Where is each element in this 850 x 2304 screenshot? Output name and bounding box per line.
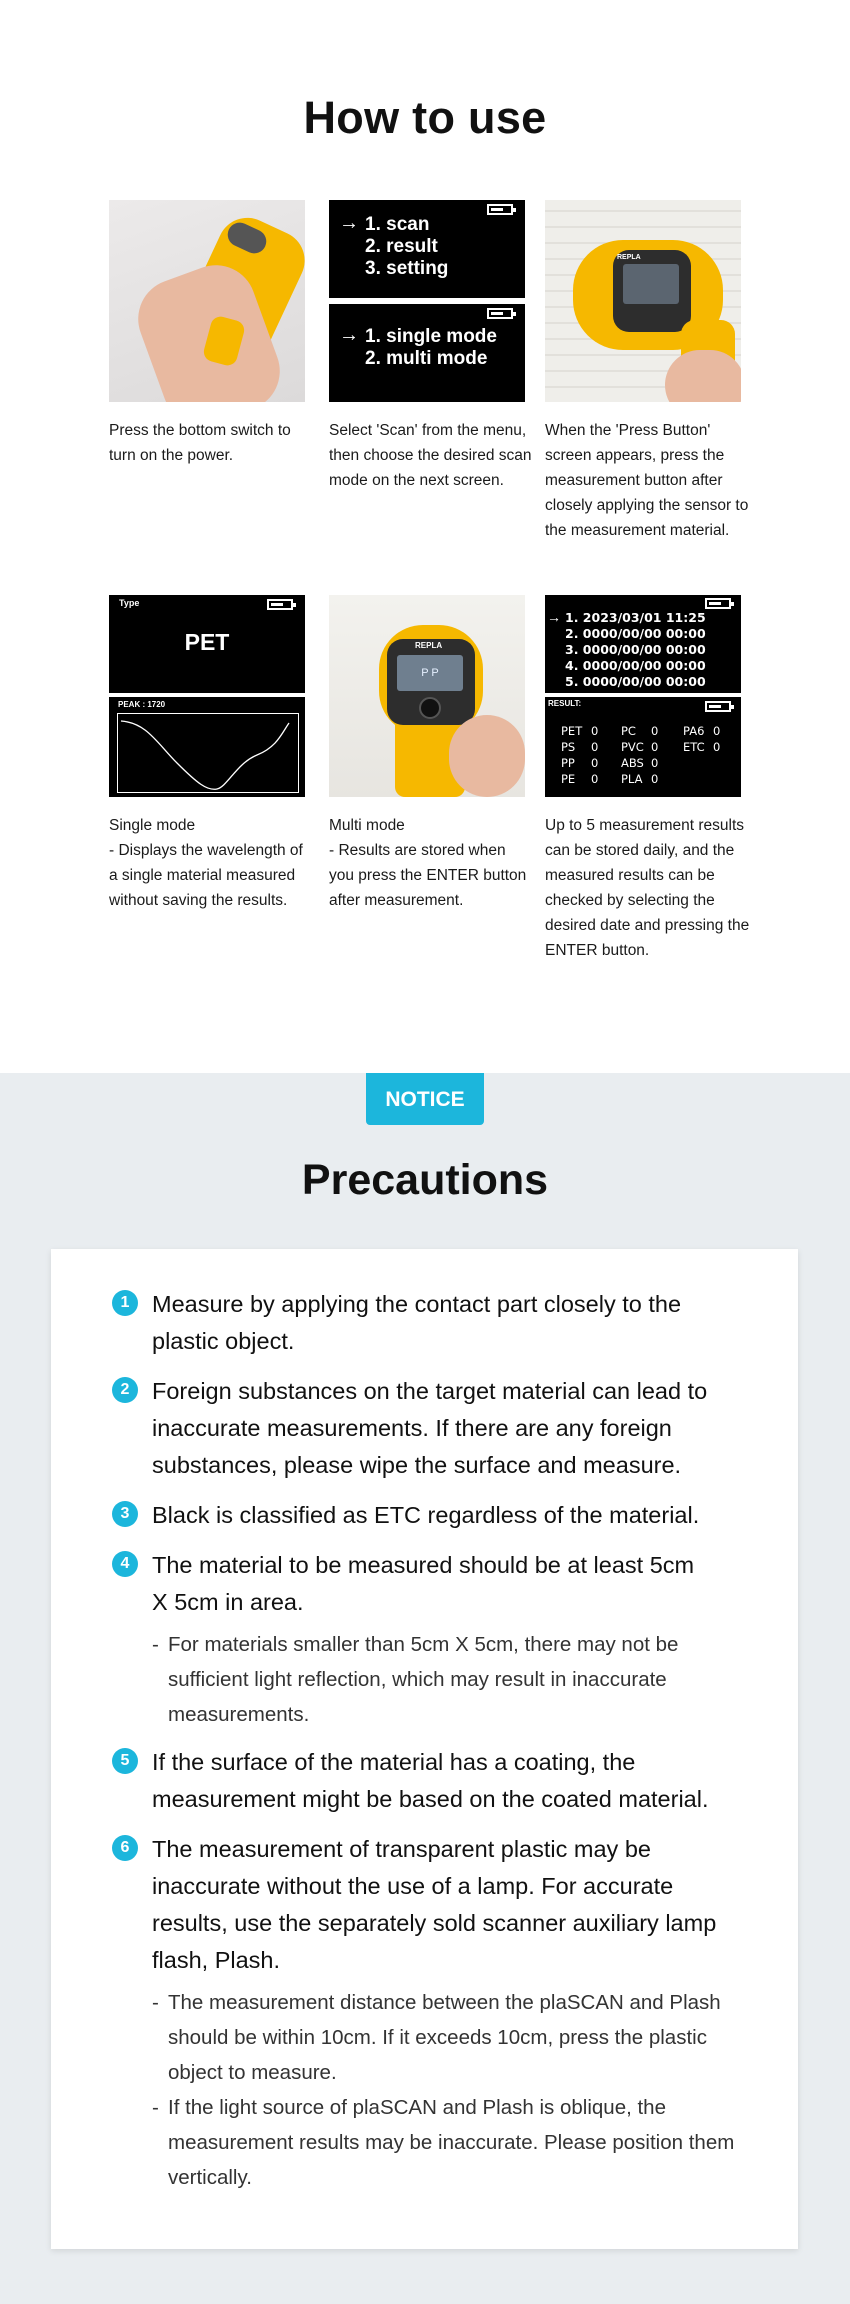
menu-item-scan: 1. scan: [365, 214, 430, 235]
result-row: [683, 739, 720, 755]
step-2-text: Select 'Scan' from the menu, then choose the desired scan mode on the next screen.: [329, 422, 532, 489]
result-row: [621, 723, 658, 739]
step-6: [545, 595, 750, 963]
result-row: [561, 739, 598, 755]
menu-item-result: 2. result: [365, 236, 438, 257]
result-row: [561, 723, 598, 739]
how-to-use-section: [0, 0, 850, 1073]
precaution-item-5: [112, 1744, 742, 1818]
wavelength-graph: [117, 713, 299, 793]
battery-icon: [487, 204, 513, 215]
material-name: ABS: [621, 756, 644, 770]
precaution-item-1: [112, 1286, 742, 1360]
type-label: Type: [119, 598, 140, 608]
device-brand: REPLA: [415, 641, 443, 650]
material-name: ETC: [683, 740, 705, 754]
result-screen: [545, 697, 741, 797]
notice-badge: NOTICE: [366, 1073, 484, 1125]
material-count: 0: [591, 724, 599, 738]
step-1: [109, 200, 309, 468]
step-3: [545, 200, 749, 543]
result-row: [621, 739, 658, 755]
date-item: 5. 0000/00/00 00:00: [565, 674, 706, 689]
material-count: 0: [591, 772, 599, 786]
material-count: 0: [713, 740, 721, 754]
battery-icon: [705, 701, 731, 712]
material-count: 0: [651, 724, 659, 738]
precaution-subnote: - The measurement distance between the plaSCAN and Plash should be within 10cm. If it exceeds 10cm, press the plastic object to measure.: [152, 1985, 742, 2090]
result-column-1: [561, 723, 598, 787]
precaution-text: The measurement of transparent plastic may be inaccurate without the use of a lamp. For accurate results, use the separately sold scanner auxiliary lamp flash, Plash.: [152, 1836, 717, 1973]
step-4: [109, 595, 309, 913]
arrow-icon: →: [339, 324, 359, 346]
step-5-text: Multi mode - Results are stored when you press the ENTER button after measurement.: [329, 817, 527, 909]
number-badge: 4: [112, 1551, 138, 1577]
menu-item-multi-mode: 2. multi mode: [365, 348, 488, 369]
result-row: [683, 723, 720, 739]
scan-mode-screen: [329, 304, 525, 402]
step-2: [329, 200, 532, 493]
precaution-item-4: [112, 1547, 742, 1732]
wavelength-screen: [109, 697, 305, 797]
material-label: PET: [184, 629, 230, 655]
result-column-2: [621, 723, 658, 787]
number-badge: 2: [112, 1377, 138, 1403]
date-item: 3. 0000/00/00 00:00: [565, 642, 706, 657]
precautions-title: Precautions: [301, 1156, 549, 1204]
date-item: 1. 2023/03/01 11:25: [565, 610, 706, 625]
number-badge: 5: [112, 1748, 138, 1774]
material-count: 0: [591, 740, 599, 754]
battery-icon: [705, 598, 731, 609]
material-count: 0: [651, 740, 659, 754]
material-name: PET: [561, 724, 583, 738]
device-screen: P P: [397, 655, 463, 691]
precaution-subnote: - If the light source of plaSCAN and Plash is oblique, the measurement results may be inaccurate. Please position them vertically.: [152, 2090, 742, 2195]
arrow-icon: →: [547, 609, 561, 625]
material-count: 0: [651, 772, 659, 786]
precaution-text: Foreign substances on the target material can lead to inaccurate measurements. If there are any foreign substances, please wipe the surface and measure.: [152, 1378, 708, 1478]
number-badge: 6: [112, 1835, 138, 1861]
material-name: PLA: [621, 772, 643, 786]
step-4-screens: [109, 595, 305, 797]
material-name: PP: [561, 756, 575, 770]
precaution-text: Black is classified as ETC regardless of the material.: [152, 1502, 700, 1528]
precaution-text: If the surface of the material has a coating, the measurement might be based on the coated material.: [152, 1749, 709, 1812]
precaution-item-2: [112, 1373, 742, 1484]
date-item: 4. 0000/00/00 00:00: [565, 658, 706, 673]
material-name: PC: [621, 724, 636, 738]
menu-item-setting: 3. setting: [365, 258, 449, 279]
precautions-section: [0, 1073, 850, 2304]
date-item: 2. 0000/00/00 00:00: [565, 626, 706, 641]
material-count: 0: [713, 724, 721, 738]
battery-icon: [487, 308, 513, 319]
how-to-use-title: How to use: [303, 92, 547, 143]
result-column-3: [683, 723, 720, 755]
precaution-text: The material to be measured should be at least 5cm X 5cm in area.: [152, 1552, 695, 1615]
step-6-text: Up to 5 measurement results can be stored daily, and the measured results can be checked by selecting the desired date and pressing the ENTER button.: [545, 817, 750, 959]
material-name: PA6: [683, 724, 705, 738]
material-name: PVC: [621, 740, 644, 754]
number-badge: 1: [112, 1290, 138, 1316]
number-badge: 3: [112, 1501, 138, 1527]
step-1-photo: [109, 200, 305, 402]
device-brand: REPLA: [617, 254, 641, 261]
precautions-card: [51, 1249, 798, 2249]
material-count: 0: [651, 756, 659, 770]
material-name: PS: [561, 740, 576, 754]
step-3-text: When the 'Press Button' screen appears, press the measurement button after closely applying the sensor to the measurement material.: [545, 422, 749, 539]
material-count: 0: [591, 756, 599, 770]
result-label: RESULT:: [548, 699, 582, 708]
step-5-photo: [329, 595, 525, 797]
step-4-text: Single mode - Displays the wavelength of a single material measured without saving the results.: [109, 817, 303, 909]
step-5: [329, 595, 529, 913]
result-row: [561, 755, 598, 771]
date-list-screen: [545, 595, 741, 693]
peak-label: PEAK : 1720: [118, 700, 166, 709]
precaution-text: Measure by applying the contact part closely to the plastic object.: [152, 1291, 682, 1354]
step-6-screens: [545, 595, 741, 797]
precaution-item-3: [112, 1497, 742, 1534]
main-menu-screen: [329, 200, 525, 298]
single-type-screen: [109, 595, 305, 693]
arrow-icon: →: [339, 212, 359, 234]
result-row: [561, 771, 598, 787]
step-1-text: Press the bottom switch to turn on the power.: [109, 422, 291, 464]
battery-icon: [267, 599, 293, 610]
result-row: [621, 755, 658, 771]
menu-item-single-mode: 1. single mode: [365, 326, 497, 347]
precaution-subnote: - For materials smaller than 5cm X 5cm, there may not be sufficient light reflection, which may result in inaccurate measurements.: [152, 1627, 742, 1732]
precaution-item-6: [112, 1831, 742, 2195]
step-3-photo: [545, 200, 741, 402]
material-name: PE: [561, 772, 576, 786]
step-2-screens: [329, 200, 525, 402]
result-row: [621, 771, 658, 787]
